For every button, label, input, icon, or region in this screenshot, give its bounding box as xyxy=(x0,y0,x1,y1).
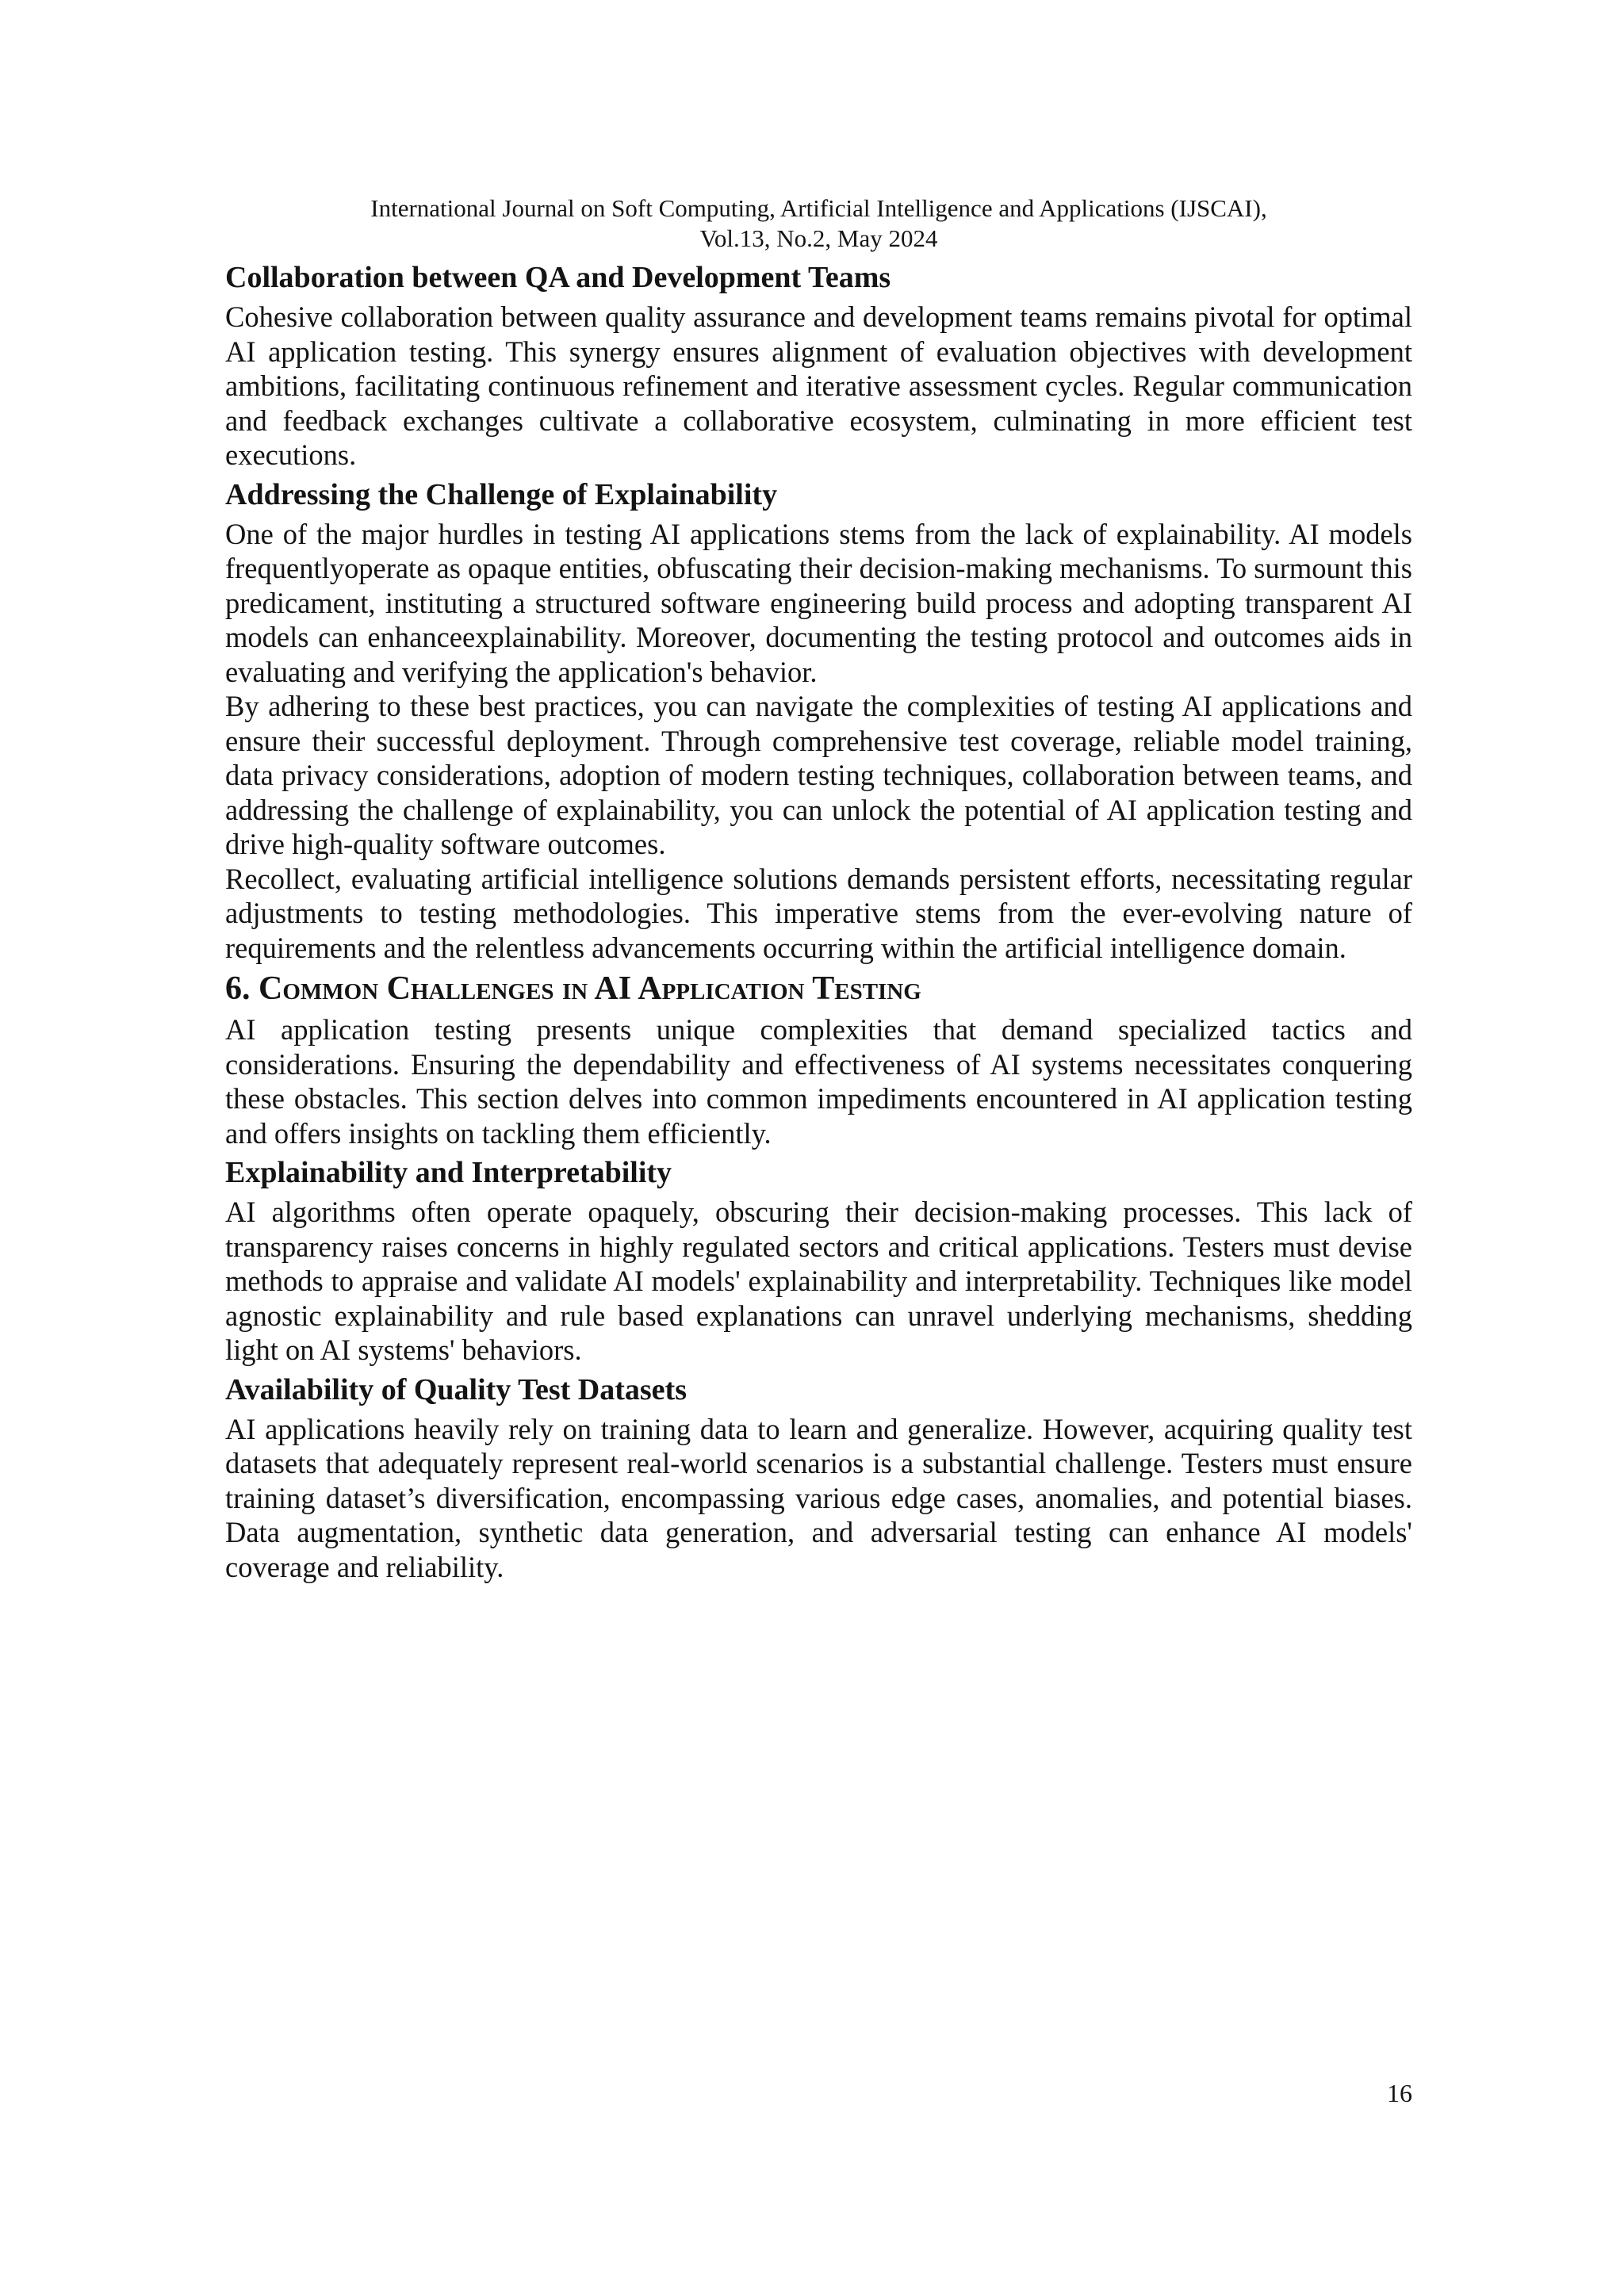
subsection-heading-explainability-challenge: Addressing the Challenge of Explainability xyxy=(225,477,778,511)
subsection-heading-collaboration: Collaboration between QA and Development Teams xyxy=(225,261,891,294)
page-content xyxy=(225,255,1412,1584)
section-heading-6 xyxy=(225,965,1412,1012)
paragraph-section6-intro: AI application testing presents unique complexities that demand specialized tactics and considerations. Ensuring the dependability and effectiveness of AI systems necessitates conquering these obstacles. This section delves into common impediments encountered in AI application testing and offers insights on tackling them efficiently. xyxy=(225,1013,1412,1150)
journal-volume-line: Vol.13, No.2, May 2024 xyxy=(699,224,938,252)
paragraph-explainability-1: One of the major hurdles in testing AI applications stems from the lack of explainability. AI models frequentlyoperate as opaque entities, obfuscating their decision-making mechanisms. To surmount this predicament, instituting a structured software engineering build process and adopting transparent AI models can enhanceexplainability. Moreover, documenting the testing protocol and outcomes aids in evaluating and verifying the application's behavior. xyxy=(225,517,1412,688)
journal-title-line: International Journal on Soft Computing, Artificial Intelligence and Applications (IJSCAI), xyxy=(370,194,1267,222)
paragraph-recollect: Recollect, evaluating artificial intelligence solutions demands persistent efforts, necessitating regular adjustments to testing methodologies. This imperative stems from the ever-evolving nature of requirements and the relentless advancements occurring within the artificial intelligence domain. xyxy=(225,862,1412,964)
section-heading-6-text: 6. Common Challenges in AI Application Testing xyxy=(225,970,921,1007)
paragraph-interpretability: AI algorithms often operate opaquely, obscuring their decision-making processes. This lack of transparency raises concerns in highly regulated sectors and critical applications. Testers must devise methods to appraise and validate AI models' explainability and interpretability. Techniques like model agnostic explainability and rule based explanations can unravel underlying mechanisms, shedding light on AI systems' behaviors. xyxy=(225,1196,1412,1366)
paragraph-collaboration: Cohesive collaboration between quality assurance and development teams remains pivotal for optimal AI application testing. This synergy ensures alignment of evaluation objectives with development ambitions, facilitating continuous refinement and iterative assessment cycles. Regular communication and feedback exchanges cultivate a collaborative ecosystem, culminating in more efficient test executions. xyxy=(225,300,1412,471)
paragraph-datasets: AI applications heavily rely on training data to learn and generalize. However, acquiring quality test datasets that adequately represent real-world scenarios is a substantial challenge. Testers must ensure training dataset’s diversification, encompassing various edge cases, anomalies, and potential biases. Data augmentation, synthetic data generation, and adversarial testing can enhance AI models' coverage and reliability. xyxy=(225,1412,1412,1583)
running-header xyxy=(225,193,1412,254)
paragraph-best-practices: By adhering to these best practices, you can navigate the complexities of testing AI applications and ensure their successful deployment. Through comprehensive test coverage, reliable model training, data privacy considerations, adoption of modern testing techniques, collaboration between teams, and addressing the challenge of explainability, you can unlock the potential of AI application testing and drive high-quality software outcomes. xyxy=(225,690,1412,860)
subsection-heading-datasets: Availability of Quality Test Datasets xyxy=(225,1372,687,1406)
subsection-heading-interpretability: Explainability and Interpretability xyxy=(225,1156,672,1189)
page-number: 16 xyxy=(1387,2079,1412,2107)
